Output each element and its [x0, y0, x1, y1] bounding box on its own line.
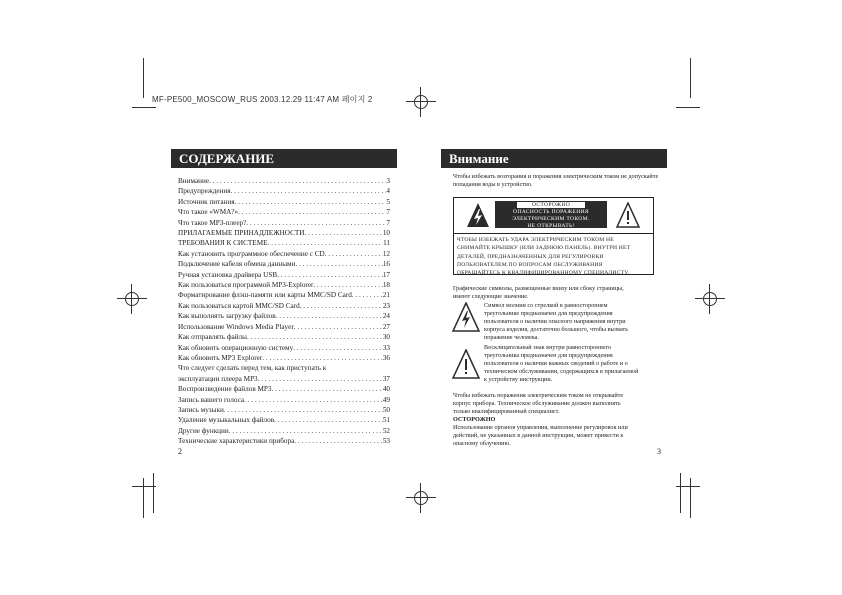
caution-title: ОСТОРОЖНО — [453, 416, 496, 423]
toc-dot-leader — [246, 218, 386, 228]
toc-entry-page: 40 — [382, 385, 390, 394]
toc-entry — [178, 280, 390, 290]
toc-dot-leader — [276, 311, 383, 321]
toc-dot-leader — [247, 332, 383, 342]
toc-dot-leader — [277, 270, 383, 280]
toc-entry-title: Запись вашего голоса — [178, 395, 245, 404]
crop-mark — [690, 478, 691, 518]
toc-entry — [178, 249, 390, 259]
lightning-triangle-icon — [466, 202, 490, 228]
toc-entry-title: Как отправлять файлы — [178, 333, 247, 342]
toc-entry — [178, 405, 390, 415]
toc-entry-title: Как пользоваться картой MMC/SD Card — [178, 301, 300, 310]
toc-entry-title: ТРЕБОВАНИЯ К СИСТЕМЕ — [178, 239, 268, 248]
toc-dot-leader — [325, 249, 383, 259]
registration-mark — [117, 284, 147, 314]
exclamation-symbol-description: Восклицательный знак внутри равностороннего треугольника предназначен для предупреждения пользователя о наличии важных сведений о работе и о техническом обслуживании, содержащихся в прилагаемой к устройству инструкции. — [484, 344, 639, 383]
crop-mark — [153, 473, 154, 513]
toc-entry-page: 23 — [382, 301, 390, 310]
toc-entry-page: 53 — [382, 437, 390, 446]
intro-text: Чтобы избежать возгорания и поражения электрическим током не допускайте попадания воды в устройство. — [453, 173, 659, 188]
warning-text: ЧТОБЫ ИЗБЕЖАТЬ УДАРА ЭЛЕКТРИЧЕСКИМ ТОКОМ НЕ СНИМАЙТЕ КРЫШКУ (ИЛИ ЗАДНЮЮ ПАНЕЛЬ). ВНУТРИ НЕТ ДЕТАЛЕЙ, ПРЕДНАЗНАЧЕННЫХ ДЛЯ РЕГУЛИРОВКИ ПОЛЬЗОВАТЕЛЕМ.ПО ВОПРОСАМ ОБСЛУЖИВАНИЯ ОБРАЩАЙТЕСЬ К КВАЛИФИЦИРОВАННОМУ СПЕЦИАЛИСТУ. — [457, 237, 631, 277]
registration-mark — [406, 87, 436, 117]
toc-entry-page: 33 — [382, 343, 390, 352]
toc-entry — [178, 197, 390, 207]
toc-entry-page: 7 — [386, 208, 390, 217]
toc-dot-leader — [352, 290, 383, 300]
page-title: Внимание — [449, 151, 509, 166]
toc-entry — [178, 353, 390, 363]
toc-entry-title: ПРИЛАГАЕМЫЕ ПРИНАДЛЕЖНОСТИ — [178, 229, 305, 238]
toc-entry-page: 36 — [382, 353, 390, 362]
registration-mark — [695, 284, 725, 314]
warning-caption: ОСТОРОЖНО ОПАСНОСТЬ ПОРАЖЕНИЯ ЭЛЕКТРИЧЕСКИМ ТОКОМ. НЕ ОТКРЫВАТЬ! — [495, 201, 607, 228]
lightning-symbol-description: Символ молнии со стрелкой в равностороннем треугольнике предназначен для предупреждения пользователя о наличии опасного напряжения внутри корпуса изделия, достаточно большого, чтобы вызвать поражение человека. — [484, 302, 629, 341]
crop-mark — [676, 107, 700, 108]
toc-entry-page: 5 — [386, 197, 390, 206]
file-label: MF-PE500_MOSCOW_RUS 2003.12.29 11:47 AM 페이지 2 — [152, 95, 373, 104]
toc-entry-page: 30 — [382, 333, 390, 342]
toc-entry-title: Как обновить операционную систему — [178, 343, 294, 352]
toc-dot-leader — [267, 238, 383, 248]
toc-entry-page: 50 — [382, 405, 390, 414]
page-number-left: 2 — [178, 447, 182, 456]
toc-entry-page: 17 — [382, 270, 390, 279]
toc-entry-page: 4 — [386, 187, 390, 196]
toc-dot-leader — [244, 395, 383, 405]
toc-dot-leader — [229, 426, 383, 436]
toc-dot-leader — [258, 374, 383, 384]
toc-entry-title: Форматирование флэш-памяти или карты MMC/SD Card — [178, 291, 352, 300]
toc-entry-page: 49 — [382, 395, 390, 404]
toc-entry-page: 27 — [382, 322, 390, 331]
toc-entry — [178, 176, 390, 186]
page-number-right: 3 — [657, 447, 661, 456]
toc-dot-leader — [235, 197, 387, 207]
toc-entry — [178, 301, 390, 311]
toc-entry — [178, 322, 390, 332]
toc-entry-page: 24 — [382, 312, 390, 321]
toc-entry-title: Как установить программное обеспечение с CD — [178, 249, 325, 258]
toc-entry-title: Что такое MP3-плеер? — [178, 218, 247, 227]
toc-entry-title: Что такое «WMA?» — [178, 208, 239, 217]
crop-mark — [680, 473, 681, 513]
toc-entry — [178, 290, 390, 300]
toc-dot-leader — [262, 353, 383, 363]
toc-entry — [178, 384, 390, 394]
toc-entry — [178, 374, 390, 384]
warning-box — [453, 197, 654, 275]
toc-entry-page: 12 — [382, 249, 390, 258]
lightning-triangle-icon — [452, 302, 480, 332]
toc-entry-title: Как пользоваться программой MP3-Explorer — [178, 281, 314, 290]
registration-mark — [406, 483, 436, 513]
toc-entry-title: Удаление музыкальных файлов — [178, 416, 275, 425]
toc-dot-leader — [294, 322, 383, 332]
exclamation-triangle-icon — [616, 202, 640, 228]
toc-entry — [178, 343, 390, 353]
toc-entry — [178, 311, 390, 321]
toc-dot-leader — [300, 301, 383, 311]
warning-title-bar — [441, 149, 667, 168]
toc-entry-title: Подключение кабеля обмена данными — [178, 260, 296, 269]
toc-entry-page: 21 — [382, 291, 390, 300]
toc-dot-leader — [272, 384, 383, 394]
toc-dot-leader — [313, 280, 382, 290]
toc-entry: Что следует сделать перед тем, как приступать к — [178, 364, 327, 373]
toc-entry-page: 52 — [382, 426, 390, 435]
toc-entry-title: Как обновить MP3 Explorer — [178, 353, 263, 362]
toc-entry — [178, 259, 390, 269]
toc-entry-title: Как выполнять загрузку файлов — [178, 312, 276, 321]
toc-entry-page: 7 — [386, 218, 390, 227]
symbols-intro: Графические символы, размещенные внизу или сбоку страницы, имеют следующие значение. — [453, 285, 624, 300]
toc-entry — [178, 332, 390, 342]
exclamation-triangle-icon — [452, 349, 480, 379]
crop-mark — [132, 107, 156, 108]
toc-dot-leader — [294, 436, 383, 446]
toc-entry — [178, 218, 390, 228]
toc-dot-leader — [274, 415, 383, 425]
toc-entry — [178, 238, 390, 248]
toc-entry — [178, 415, 390, 425]
crop-mark — [143, 478, 144, 518]
toc-entry-page: 37 — [382, 374, 390, 383]
toc-entry-title: эксплуатации плеера MP3 — [178, 374, 258, 383]
toc-entry-page: 51 — [382, 416, 390, 425]
toc-entry — [178, 270, 390, 280]
toc-dot-leader — [295, 259, 382, 269]
toc-entry-title: Воспроизведение файлов MP3 — [178, 385, 272, 394]
toc-entry-title: Источник питания — [178, 197, 235, 206]
toc-entry-title: Технические характеристики прибора — [178, 437, 295, 446]
toc-dot-leader — [304, 228, 382, 238]
toc-dot-leader — [231, 186, 387, 196]
toc-entry — [178, 186, 390, 196]
toc-entry-title: Другие функции — [178, 426, 229, 435]
toc-entry-page: 16 — [382, 260, 390, 269]
toc-dot-leader — [224, 405, 383, 415]
toc-entry — [178, 228, 390, 238]
toc-entry — [178, 436, 390, 446]
table-of-contents — [178, 176, 390, 447]
toc-dot-leader — [238, 207, 386, 217]
toc-entry-title: Запись музыки — [178, 405, 224, 414]
page-title: СОДЕРЖАНИЕ — [179, 151, 275, 166]
toc-dot-leader — [293, 343, 383, 353]
toc-entry — [178, 207, 390, 217]
toc-entry-title: Использование Windows Media Player — [178, 322, 294, 331]
crop-mark — [690, 58, 691, 98]
toc-entry-title: Внимание — [178, 177, 210, 185]
toc-entry — [178, 395, 390, 405]
toc-entry-page: 11 — [383, 239, 390, 248]
crop-mark — [143, 58, 144, 98]
toc-entry-page: 3 — [386, 177, 390, 185]
toc-dot-leader — [209, 176, 386, 186]
toc-entry-page: 10 — [382, 229, 390, 238]
toc-entry-title: Ручная установка драйвера USB — [178, 270, 278, 279]
toc-entry — [178, 426, 390, 436]
outro-text: Чтобы избежать поражения электрическим током не открывайте корпус прибора. Техническое обслуживание должен выполнять только квалифицированный специалист. ОСТОРОЖНО Использование органов управления, выполнение регулировок или действий, не указанных в данной инструкции, может привести к опасному облучению. — [453, 392, 668, 448]
toc-title-bar — [171, 149, 397, 168]
toc-entry-page: 18 — [382, 281, 390, 290]
toc-entry-title: Предупреждения — [178, 187, 231, 196]
